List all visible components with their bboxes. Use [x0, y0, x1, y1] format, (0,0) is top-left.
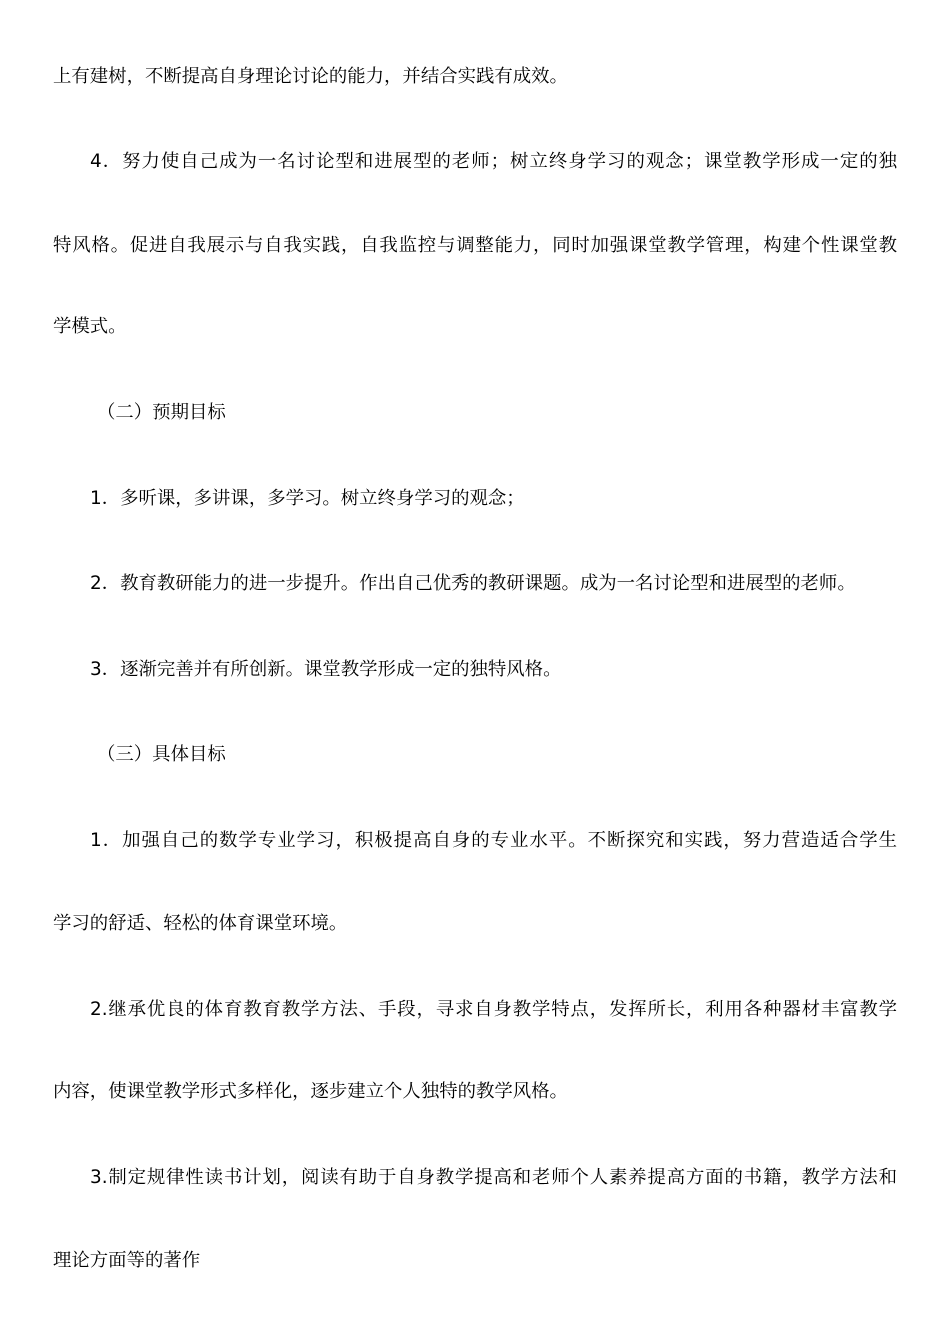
paragraph-line: 4．努力使自己成为一名讨论型和进展型的老师；树立终身学习的观念；课堂教学形成一定的独 — [90, 151, 897, 172]
paragraph-line: 1．加强自己的数学专业学习，积极提高自身的专业水平。不断探究和实践，努力营造适合学生 — [90, 830, 897, 851]
paragraph-line: 2.继承优良的体育教育教学方法、手段，寻求自身教学特点，发挥所长，利用各种器材丰富教学 — [90, 999, 897, 1020]
paragraph-line: 内容，使课堂教学形式多样化，逐步建立个人独特的教学风格。 — [53, 1081, 568, 1102]
section-heading: （二）预期目标 — [97, 402, 226, 423]
paragraph-line: 3.制定规律性读书计划，阅读有助于自身教学提高和老师个人素养提高方面的书籍，教学方法和 — [90, 1167, 897, 1188]
paragraph-line: 学模式。 — [53, 316, 127, 337]
paragraph-line: 学习的舒适、轻松的体育课堂环境。 — [53, 913, 348, 934]
list-item: 1．多听课，多讲课，多学习。树立终身学习的观念； — [90, 488, 525, 509]
paragraph-line: 上有建树，不断提高自身理论讨论的能力，并结合实践有成效。 — [53, 66, 568, 87]
list-item: 3．逐渐完善并有所创新。课堂教学形成一定的独特风格。 — [90, 659, 562, 680]
section-heading: （三）具体目标 — [97, 744, 226, 765]
list-item: 2．教育教研能力的进一步提升。作出自己优秀的教研课题。成为一名讨论型和进展型的老师。 — [90, 573, 856, 594]
paragraph-line: 理论方面等的著作 — [53, 1250, 201, 1271]
paragraph-line: 特风格。促进自我展示与自我实践，自我监控与调整能力，同时加强课堂教学管理，构建个性课堂教 — [53, 235, 897, 256]
